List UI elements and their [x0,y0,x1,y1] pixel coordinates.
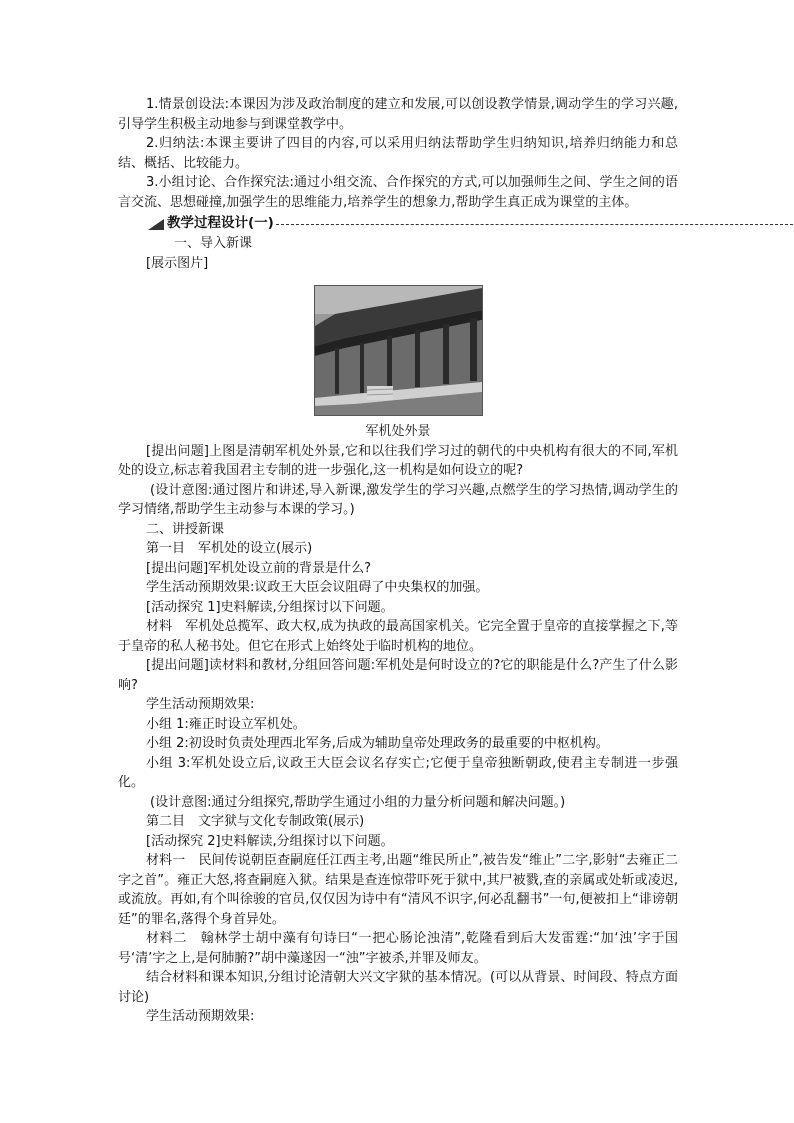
intro-question: [提出问题]上图是清朝军机处外景,它和以往我们学习过的朝代的中央机构有很大的不同,军机处的设立,标志着我国君主专制的进一步强化,这一机构是如何设立的呢? [118,443,678,478]
group-3: 小组 3:军机处设立后,议政王大臣会议名存实亡;它便于皇帝独断朝政,使君主专制进一步强化。 [118,755,678,790]
photo-container [118,285,678,416]
material-2: 材料二 翰林学士胡中藻有句诗曰“一把心肠论浊清”,乾隆看到后大发雷霆:“加‘浊’字于国号‘清’字之上,是何肺腑?”胡中藻遂因一“浊”字被杀,并罪及师友。 [118,931,678,966]
group-2: 小组 2:初设时负责处理西北军务,后成为辅助皇帝处理政务的最重要的中枢机构。 [146,736,609,751]
method-2: 2.归纳法:本课主要讲了四目的内容,可以采用归纳法帮助学生归纳知识,培养归纳能力和总结、概括、比较能力。 [118,136,678,171]
design-2: (设计意图:通过分组探究,帮助学生通过小组的力量分析问题和解决问题。) [150,794,566,810]
teach-heading: 二、讲授新课 [146,521,225,537]
photo-caption: 军机处外景 [365,424,431,439]
question-2: [提出问题]读材料和教材,分组回答问题:军机处是何时设立的?它的职能是什么?产生了什么影响? [118,658,678,693]
section-title: 教学过程设计(一) [167,215,274,232]
part1-expect: 学生活动预期效果:议政王大臣会议阻碍了中央集权的加强。 [146,580,489,595]
discuss: 结合材料和课本知识,分组讨论清朝大兴文字狱的基本情况。(可以从背景、时间段、特点方面讨论) [118,970,678,1005]
show-image-label: [展示图片] [146,255,209,271]
document-page [118,95,678,1027]
activity-2: [活动探究 2]史料解读,分组探讨以下问题。 [146,833,394,849]
junjichu-photo [314,285,483,416]
material-1: 材料一 民间传说朝臣查嗣庭任江西主考,出题“维民所止”,被告发“维止”二字,影射“去雍正二字之首”。雍正大怒,将查嗣庭入狱。结果是查连惊带吓死于狱中,其尸被戮,查的亲属或处斩或凌迟,或流放。再如,有个叫徐骏的官员,仅仅因为诗中有“清风不识字,何必乱翻书”一句,便被扣上“诽谤朝廷”的罪名,落得个身首异处。 [118,853,678,927]
part2-title: 第二目 文字狱与文化专制政策(展示) [146,814,365,829]
dotted-rule [276,224,794,225]
part1-question: [提出问题]军机处设立前的背景是什么? [146,560,372,576]
method-1: 1.情景创设法:本课因为涉及政治制度的建立和发展,可以创设教学情景,调动学生的学习兴趣,引导学生积极主动地参与到课堂教学中。 [118,97,678,132]
method-3: 3.小组讨论、合作探究法:通过小组交流、合作探究的方式,可以加强师生之间、学生之间的语言交流、思想碰撞,加强学生的思维能力,培养学生的想象力,帮助学生真正成为课堂的主体。 [118,175,678,210]
section-header [118,214,678,234]
group-1: 小组 1:雍正时设立军机处。 [146,716,306,732]
triangle-marker-icon [148,219,164,230]
activity-1: [活动探究 1]史料解读,分组探讨以下问题。 [146,599,394,615]
intro-design: (设计意图:通过图片和讲述,导入新课,激发学生的学习兴趣,点燃学生的学习热情,调动学生的学习情绪,帮助学生主动参与本课的学习。) [118,482,678,517]
expect-2: 学生活动预期效果: [146,1009,255,1024]
material: 材料 军机处总揽军、政大权,成为执政的最高国家机关。它完全置于皇帝的直接掌握之下,等于皇帝的私人秘书处。但它在形式上始终处于临时机构的地位。 [118,619,678,654]
expect-label: 学生活动预期效果: [146,697,255,712]
part1-title: 第一目 军机处的设立(展示) [146,541,313,556]
intro-heading: 一、导入新课 [174,236,253,251]
